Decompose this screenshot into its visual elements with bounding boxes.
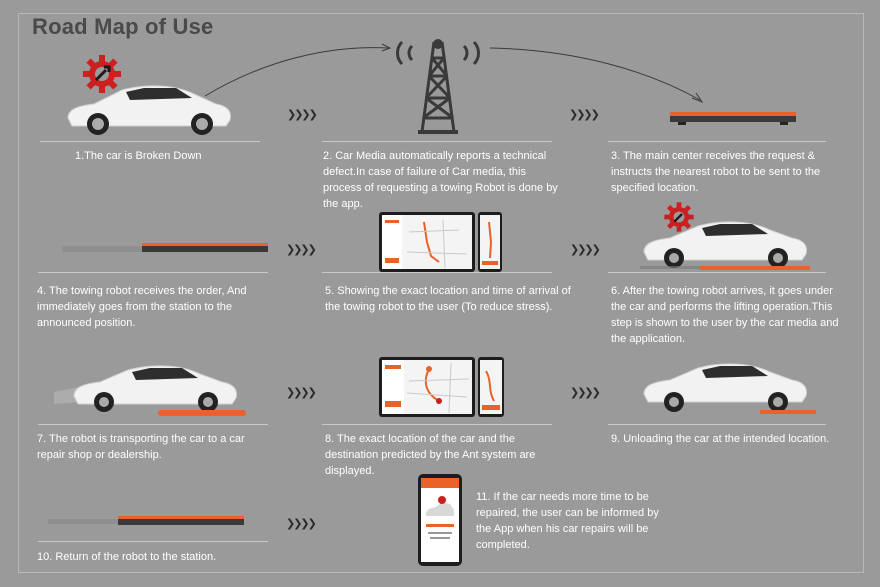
car-unloaded-image xyxy=(640,362,818,420)
chevron-arrows-icon: ❯❯❯❯ xyxy=(286,243,315,256)
step-4-caption: 4. The towing robot receives the order, And immediately goes from the station to the announced position. xyxy=(37,285,247,329)
car-lifted-by-robot-image xyxy=(640,220,815,272)
page-title: Road Map of Use xyxy=(32,14,214,39)
car-broken-down-image xyxy=(64,80,234,140)
step-11-caption: 11. If the car needs more time to be repaired, the user can be informed by the App when his car repairs will be completed. xyxy=(476,491,659,551)
step-6-caption: 6. After the towing robot arrives, it goes under the car and performs the lifting operation.This step is shown to the user by the car media and the application. xyxy=(611,285,839,345)
divider-line xyxy=(608,272,826,273)
step-7-caption: 7. The robot is transporting the car to a car repair shop or dealership. xyxy=(37,433,245,461)
car-transported-by-robot-image xyxy=(54,362,249,420)
tablet-map-destination-screen xyxy=(379,357,475,417)
divider-line xyxy=(322,272,552,273)
connector-arrow-tower-to-robot xyxy=(490,48,700,100)
chevron-arrows-icon: ❯❯❯❯ xyxy=(570,243,599,256)
chevron-arrows-icon: ❯❯❯❯ xyxy=(569,108,598,121)
divider-line xyxy=(38,272,268,273)
chevron-arrows-icon: ❯❯❯❯ xyxy=(286,517,315,530)
divider-line xyxy=(38,424,268,425)
phone-map-destination-screen xyxy=(478,357,504,417)
chevron-arrows-icon: ❯❯❯❯ xyxy=(287,108,316,121)
robot-returning-image xyxy=(48,513,248,529)
step-10-caption: 10. Return of the robot to the station. xyxy=(37,551,217,563)
step-1-caption: 1.The car is Broken Down xyxy=(75,150,202,162)
towing-robot-image xyxy=(668,108,798,128)
step-2-caption: 2. Car Media automatically reports a technical defect.In case of failure of Car media, this process of requesting a towing Robot is done by the app. xyxy=(323,150,558,210)
divider-line xyxy=(40,141,260,142)
step-8-caption: 8. The exact location of the car and the destination predicted by the Ant system are displayed. xyxy=(325,433,536,477)
tablet-map-screen xyxy=(379,212,475,272)
divider-line xyxy=(322,424,552,425)
towing-robot-moving-image xyxy=(62,240,272,258)
chevron-arrows-icon: ❯❯❯❯ xyxy=(570,386,599,399)
divider-line xyxy=(608,424,826,425)
phone-map-screen xyxy=(478,212,502,272)
antenna-tower-icon xyxy=(388,28,488,140)
step-3-caption: 3. The main center receives the request & instructs the nearest robot to be sent to the specified location. xyxy=(611,150,821,194)
step-5-caption: 5. Showing the exact location and time of arrival of the towing robot to the user (To reduce stress). xyxy=(325,285,571,313)
phone-app-notification-screen xyxy=(418,474,462,566)
divider-line xyxy=(322,141,552,142)
step-9-caption: 9. Unloading the car at the intended location. xyxy=(611,433,830,445)
chevron-arrows-icon: ❯❯❯❯ xyxy=(286,386,315,399)
connector-arrow-head-2 xyxy=(692,93,702,102)
divider-line xyxy=(608,141,826,142)
divider-line xyxy=(38,541,268,542)
